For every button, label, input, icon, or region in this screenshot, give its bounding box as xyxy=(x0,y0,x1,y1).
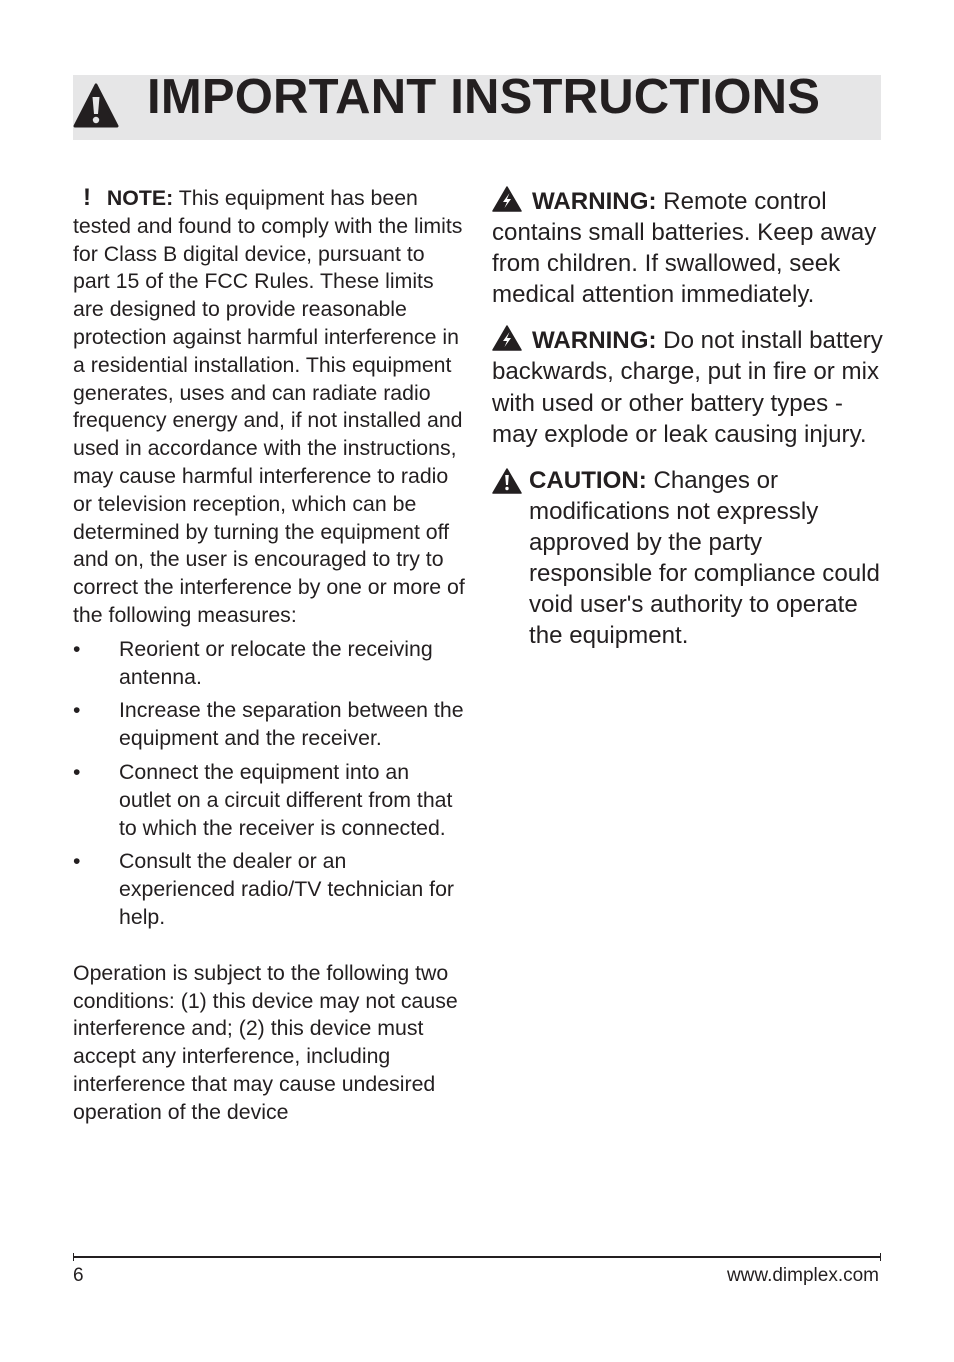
battery-warning-children xyxy=(492,186,887,310)
page-title: IMPORTANT INSTRUCTIONS xyxy=(147,70,821,124)
title-banner xyxy=(73,70,881,140)
list-item-text: Consult the dealer or an experienced radio/TV technician for help. xyxy=(119,849,455,929)
battery-warning-install xyxy=(492,325,887,449)
electrical-warning-icon xyxy=(492,186,522,212)
bullet-icon: • xyxy=(73,849,81,874)
page-number: 6 xyxy=(73,1265,84,1286)
measures-list xyxy=(73,636,465,932)
operation-conditions: Operation is subject to the following two conditions: (1) this device may not cause interference and; (2) this device must accept any interference, including interference that may cause undesired operation of the device xyxy=(73,960,458,1124)
note-label: NOTE: xyxy=(106,186,174,210)
bullet-icon: • xyxy=(73,698,81,723)
website-url: www.dimplex.com xyxy=(726,1265,879,1286)
fcc-note xyxy=(73,184,465,630)
exclamation-icon: ! xyxy=(83,184,91,211)
list-item xyxy=(73,697,465,753)
bullet-icon: • xyxy=(73,636,81,661)
warning-label: WARNING: xyxy=(532,327,657,355)
list-item xyxy=(73,848,465,931)
footer-divider xyxy=(73,1256,881,1258)
list-item-text: Increase the separation between the equipment and the receiver. xyxy=(119,698,464,751)
bullet-icon: • xyxy=(73,759,81,784)
list-item-text: Reorient or relocate the receiving antenna. xyxy=(119,636,433,689)
right-column xyxy=(492,186,887,666)
list-item xyxy=(73,759,465,842)
warning-triangle-icon xyxy=(73,83,119,129)
left-column xyxy=(73,184,465,1127)
warning-label: WARNING: xyxy=(532,188,657,215)
electrical-warning-icon xyxy=(492,325,522,351)
caution-text: Changes or modifications not expressly approved by the party responsible for compliance could void user's authority to operate the equipment. xyxy=(529,466,880,650)
note-text: This equipment has been tested and found to comply with the limits for Class B digital device, pursuant to part 15 of the FCC Rules. These limits are designed to provide reasonable protection against harmful interference in a residential installation. This equipment generates, uses and can radiate radio frequency energy and, if not installed and used in accordance with the instructions, may cause harmful interference to radio or television reception, which can be determined by turning the equipment off and on, the user is encouraged to try to correct the interference by one or more of the following measures: xyxy=(73,186,465,627)
warning-text: Remote control contains small batteries. Keep away from children. If swallowed, seek medical attention immediately. xyxy=(492,188,877,309)
modification-caution xyxy=(492,465,887,652)
warning-text: Do not install battery backwards, charge, put in fire or mix with used or other battery types - may explode or leak causing injury. xyxy=(492,327,883,448)
list-item-text: Connect the equipment into an outlet on a circuit different from that to which the receiver is connected. xyxy=(119,759,453,840)
caution-label: CAUTION: xyxy=(529,466,647,494)
list-item xyxy=(73,636,465,692)
warning-triangle-icon xyxy=(492,468,522,494)
